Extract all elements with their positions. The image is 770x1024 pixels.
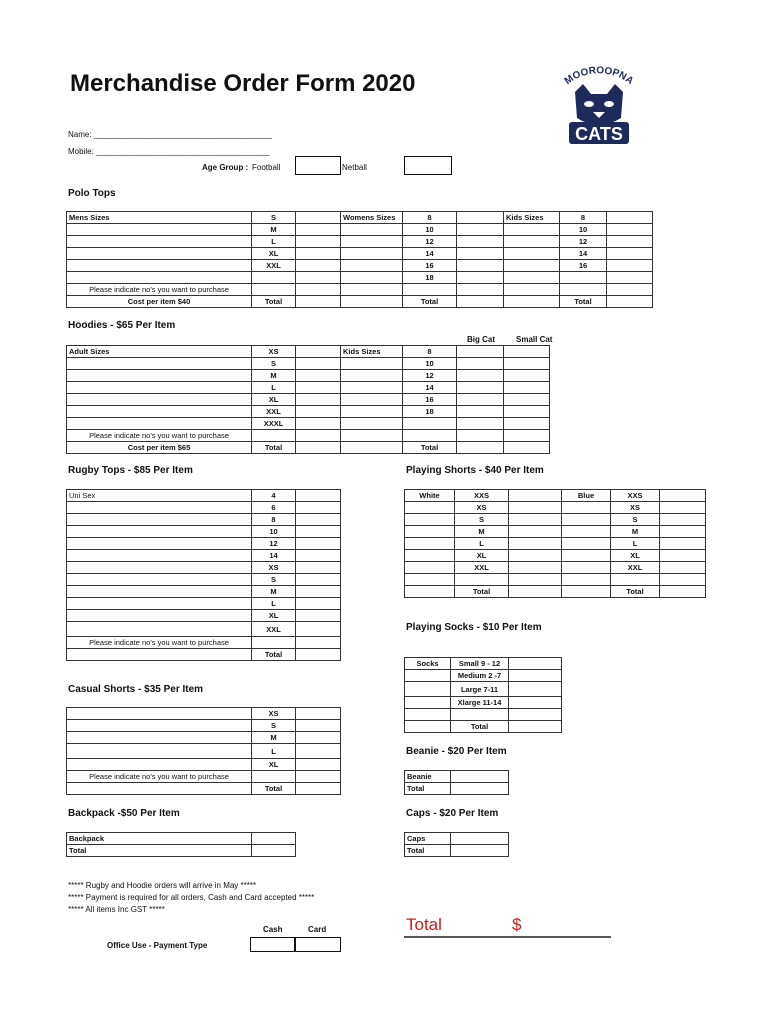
- office-use-label: Office Use - Payment Type: [107, 941, 208, 950]
- size-cell: S: [252, 574, 296, 586]
- table-row: [67, 622, 341, 637]
- size-cell: XL: [252, 394, 296, 406]
- size-cell: 12: [403, 370, 457, 382]
- table-row: [67, 720, 341, 732]
- hoodies-cost: Cost per item $65: [67, 442, 252, 454]
- size-cell: M: [252, 370, 296, 382]
- card-label: Card: [308, 925, 327, 934]
- table-row: [67, 574, 341, 586]
- cash-label: Cash: [263, 925, 283, 934]
- table-row: [405, 538, 706, 550]
- table-row: [67, 744, 341, 759]
- note-line: ***** Rugby and Hoodie orders will arrive in May *****: [68, 881, 257, 890]
- qty-cell[interactable]: [457, 272, 504, 284]
- qty-cell[interactable]: [607, 224, 653, 236]
- qty-cell[interactable]: [451, 833, 509, 845]
- table-row: [67, 394, 550, 406]
- playing-shorts-table: [404, 489, 706, 598]
- age-group-label: Age Group :: [202, 163, 249, 172]
- qty-cell[interactable]: [509, 538, 562, 550]
- size-cell: L: [455, 538, 509, 550]
- socks-heading: Playing Socks - $10 Per Item: [406, 622, 542, 633]
- rugby-heading: Rugby Tops - $85 Per Item: [68, 465, 193, 476]
- qty-cell[interactable]: [296, 260, 341, 272]
- playing-shorts-heading: Playing Shorts - $40 Per Item: [406, 465, 544, 476]
- qty-cell[interactable]: [296, 562, 341, 574]
- table-row: [405, 514, 706, 526]
- qty-cell[interactable]: [607, 212, 653, 224]
- small-cat-qty[interactable]: [504, 394, 550, 406]
- total-cell[interactable]: [504, 442, 550, 454]
- table-row: [67, 248, 653, 260]
- qty-cell[interactable]: [296, 406, 341, 418]
- qty-cell[interactable]: [296, 514, 341, 526]
- logo-text-top: MOOROOPNA: [562, 65, 636, 87]
- size-cell: 8: [560, 212, 607, 224]
- size-cell: 10: [560, 224, 607, 236]
- size-cell: M: [455, 526, 509, 538]
- table-row: [67, 382, 550, 394]
- white-label: White: [405, 490, 455, 502]
- qty-cell[interactable]: [252, 833, 296, 845]
- note-line: ***** All items Inc GST *****: [68, 905, 165, 914]
- size-cell: XXL: [611, 562, 660, 574]
- size-cell: 8: [403, 346, 457, 358]
- total-label: Total: [611, 586, 660, 598]
- socks-table: [404, 657, 562, 733]
- football-label: Football: [252, 163, 281, 172]
- qty-cell[interactable]: [296, 358, 341, 370]
- table-row: [405, 526, 706, 538]
- qty-cell[interactable]: [296, 720, 341, 732]
- size-cell: Medium 2 -7: [451, 670, 509, 682]
- qty-cell[interactable]: [296, 598, 341, 610]
- size-cell: S: [611, 514, 660, 526]
- qty-cell[interactable]: [607, 248, 653, 260]
- table-row: [405, 574, 706, 586]
- qty-cell[interactable]: [607, 260, 653, 272]
- size-cell: XL: [611, 550, 660, 562]
- table-row: [67, 732, 341, 744]
- total-cell[interactable]: [457, 296, 504, 308]
- grand-total-line[interactable]: [404, 936, 611, 938]
- size-cell: XXL: [252, 622, 296, 637]
- hoodies-heading: Hoodies - $65 Per Item: [68, 320, 176, 331]
- size-cell: Xlarge 11-14: [451, 697, 509, 709]
- size-cell: 10: [252, 526, 296, 538]
- qty-cell[interactable]: [296, 574, 341, 586]
- size-cell: L: [611, 538, 660, 550]
- rugby-note: Please indicate no's you want to purchase: [67, 637, 252, 649]
- size-cell: XXS: [455, 490, 509, 502]
- cash-checkbox[interactable]: [250, 937, 295, 952]
- qty-cell[interactable]: [509, 514, 562, 526]
- netball-checkbox[interactable]: [404, 156, 452, 175]
- table-row: [67, 442, 550, 454]
- qty-cell[interactable]: [509, 562, 562, 574]
- big-cat-qty[interactable]: [457, 406, 504, 418]
- table-row: [67, 212, 653, 224]
- size-cell: 14: [403, 382, 457, 394]
- size-cell: XS: [252, 346, 296, 358]
- caps-label: Caps: [405, 833, 451, 845]
- total-cell[interactable]: [451, 783, 509, 795]
- total-label: Total: [560, 296, 607, 308]
- rugby-unisex-label: Uni Sex: [67, 490, 252, 502]
- table-row: [67, 610, 341, 622]
- size-cell: M: [252, 732, 296, 744]
- qty-cell[interactable]: [296, 526, 341, 538]
- total-cell[interactable]: [509, 586, 562, 598]
- table-row: [67, 538, 341, 550]
- total-cell[interactable]: [296, 783, 341, 795]
- total-label: Total: [403, 442, 457, 454]
- card-checkbox[interactable]: [295, 937, 341, 952]
- size-cell: XXL: [252, 406, 296, 418]
- logo-text-bottom: CATS: [575, 124, 623, 144]
- total-label: Total: [405, 783, 451, 795]
- polo-heading: Polo Tops: [68, 188, 116, 199]
- total-label: Total: [455, 586, 509, 598]
- qty-cell[interactable]: [296, 538, 341, 550]
- casual-shorts-table: [66, 707, 341, 795]
- size-cell: XS: [252, 562, 296, 574]
- casual-shorts-heading: Casual Shorts - $35 Per Item: [68, 684, 204, 695]
- qty-cell[interactable]: [509, 550, 562, 562]
- table-row: [67, 272, 653, 284]
- total-cell[interactable]: [296, 296, 341, 308]
- table-row: [405, 550, 706, 562]
- total-cell[interactable]: [509, 721, 562, 733]
- size-cell: 16: [560, 260, 607, 272]
- size-cell: L: [252, 598, 296, 610]
- table-row: [405, 562, 706, 574]
- qty-cell[interactable]: [296, 370, 341, 382]
- backpack-heading: Backpack -$50 Per Item: [68, 808, 180, 819]
- table-row: [67, 406, 550, 418]
- big-cat-qty[interactable]: [457, 382, 504, 394]
- qty-cell[interactable]: [607, 236, 653, 248]
- table-row: [67, 845, 296, 857]
- netball-label: Netball: [342, 163, 367, 172]
- beanie-label: Beanie: [405, 771, 451, 783]
- table-row: [67, 514, 341, 526]
- qty-cell[interactable]: [660, 490, 706, 502]
- size-cell: XXL: [455, 562, 509, 574]
- big-cat-qty[interactable]: [457, 358, 504, 370]
- size-cell: 10: [403, 358, 457, 370]
- socks-label: Socks: [405, 658, 451, 670]
- size-cell: L: [252, 744, 296, 759]
- qty-cell[interactable]: [457, 224, 504, 236]
- qty-cell[interactable]: [296, 346, 341, 358]
- big-cat-qty[interactable]: [457, 370, 504, 382]
- total-label: Total: [252, 442, 296, 454]
- table-row: [67, 708, 341, 720]
- hoodies-table: [66, 345, 550, 454]
- polo-womens-header: Womens Sizes: [341, 212, 403, 224]
- table-row: [67, 598, 341, 610]
- qty-cell[interactable]: [296, 490, 341, 502]
- table-row: [67, 260, 653, 272]
- total-label: Total: [252, 783, 296, 795]
- total-cell[interactable]: [451, 845, 509, 857]
- table-row: [67, 430, 550, 442]
- caps-heading: Caps - $20 Per Item: [406, 808, 499, 819]
- qty-cell[interactable]: [509, 697, 562, 709]
- small-cat-label: Small Cat: [516, 335, 553, 344]
- table-row: [405, 502, 706, 514]
- small-cat-qty[interactable]: [504, 370, 550, 382]
- total-cell[interactable]: [457, 442, 504, 454]
- qty-cell[interactable]: [509, 658, 562, 670]
- size-cell: 18: [403, 406, 457, 418]
- qty-cell[interactable]: [296, 550, 341, 562]
- size-cell: 12: [403, 236, 457, 248]
- qty-cell[interactable]: [660, 526, 706, 538]
- table-row: [67, 236, 653, 248]
- beanie-table: [404, 770, 509, 795]
- size-cell: S: [252, 720, 296, 732]
- size-cell: 12: [560, 236, 607, 248]
- casual-shorts-note: Please indicate no's you want to purchase: [67, 771, 252, 783]
- qty-cell[interactable]: [509, 526, 562, 538]
- page-title: Merchandise Order Form 2020: [70, 70, 416, 97]
- total-label: Total: [252, 296, 296, 308]
- qty-cell[interactable]: [296, 418, 341, 430]
- size-cell: 16: [403, 394, 457, 406]
- size-cell: Large 7-11: [451, 682, 509, 697]
- table-row: [405, 721, 562, 733]
- size-cell: 18: [403, 272, 457, 284]
- size-cell: XL: [252, 759, 296, 771]
- note-line: ***** Payment is required for all orders, Cash and Card accepted *****: [68, 893, 315, 902]
- size-cell: XL: [455, 550, 509, 562]
- big-cat-label: Big Cat: [467, 335, 495, 344]
- hoodies-kids-header: Kids Sizes: [341, 346, 403, 358]
- total-label: Total: [252, 649, 296, 661]
- size-cell: XS: [252, 708, 296, 720]
- qty-cell[interactable]: [660, 538, 706, 550]
- qty-cell[interactable]: [296, 586, 341, 598]
- qty-cell[interactable]: [296, 610, 341, 622]
- qty-cell[interactable]: [509, 682, 562, 697]
- size-cell: XS: [611, 502, 660, 514]
- polo-note: Please indicate no's you want to purchase: [67, 284, 252, 296]
- table-row: [67, 759, 341, 771]
- table-row: [67, 346, 550, 358]
- qty-cell[interactable]: [509, 670, 562, 682]
- size-cell: 14: [403, 248, 457, 260]
- table-row: [405, 771, 509, 783]
- qty-cell[interactable]: [296, 502, 341, 514]
- qty-cell[interactable]: [451, 771, 509, 783]
- qty-cell[interactable]: [457, 248, 504, 260]
- qty-cell[interactable]: [296, 708, 341, 720]
- total-cell[interactable]: [296, 649, 341, 661]
- size-cell: XXL: [252, 260, 296, 272]
- table-row: [67, 224, 653, 236]
- total-cell[interactable]: [252, 845, 296, 857]
- qty-cell[interactable]: [509, 490, 562, 502]
- total-label: Total: [451, 721, 509, 733]
- size-cell: S: [252, 212, 296, 224]
- size-cell: S: [455, 514, 509, 526]
- name-field[interactable]: Name: ________________________________________: [68, 130, 272, 139]
- qty-cell[interactable]: [296, 744, 341, 759]
- qty-cell[interactable]: [296, 212, 341, 224]
- table-row: [405, 670, 562, 682]
- backpack-table: [66, 832, 296, 857]
- qty-cell[interactable]: [296, 236, 341, 248]
- table-row: [405, 709, 562, 721]
- table-row: [67, 526, 341, 538]
- table-row: [67, 562, 341, 574]
- table-row: [67, 358, 550, 370]
- qty-cell[interactable]: [660, 502, 706, 514]
- mobile-field[interactable]: Mobile: _______________________________________: [68, 147, 270, 156]
- total-label: Total: [405, 845, 451, 857]
- small-cat-qty[interactable]: [504, 406, 550, 418]
- table-row: [405, 783, 509, 795]
- table-row: [67, 296, 653, 308]
- total-cell[interactable]: [296, 442, 341, 454]
- size-cell: M: [252, 586, 296, 598]
- grand-total-currency: $: [512, 915, 522, 934]
- club-logo: [553, 62, 645, 148]
- hoodies-adult-header: Adult Sizes: [67, 346, 252, 358]
- table-row: [67, 370, 550, 382]
- qty-cell[interactable]: [660, 550, 706, 562]
- qty-cell[interactable]: [660, 562, 706, 574]
- table-row: [67, 783, 341, 795]
- qty-cell[interactable]: [457, 260, 504, 272]
- qty-cell[interactable]: [296, 248, 341, 260]
- size-cell: M: [252, 224, 296, 236]
- table-row: [67, 586, 341, 598]
- qty-cell[interactable]: [296, 759, 341, 771]
- table-row: [67, 771, 341, 783]
- polo-mens-header: Mens Sizes: [67, 212, 252, 224]
- caps-table: [404, 832, 509, 857]
- big-cat-qty[interactable]: [457, 394, 504, 406]
- qty-cell[interactable]: [457, 212, 504, 224]
- table-row: [67, 418, 550, 430]
- size-cell: XXS: [611, 490, 660, 502]
- qty-cell[interactable]: [296, 622, 341, 637]
- size-cell: 4: [252, 490, 296, 502]
- size-cell: S: [252, 358, 296, 370]
- small-cat-qty[interactable]: [504, 346, 550, 358]
- qty-cell[interactable]: [509, 502, 562, 514]
- qty-cell[interactable]: [296, 224, 341, 236]
- hoodies-note: Please indicate no's you want to purchase: [67, 430, 252, 442]
- blue-label: Blue: [562, 490, 611, 502]
- table-row: [67, 490, 341, 502]
- table-row: [405, 586, 706, 598]
- size-cell: XL: [252, 610, 296, 622]
- big-cat-qty[interactable]: [457, 346, 504, 358]
- table-row: [405, 697, 562, 709]
- qty-cell[interactable]: [660, 514, 706, 526]
- size-cell: 6: [252, 502, 296, 514]
- size-cell: 12: [252, 538, 296, 550]
- polo-cost: Cost per item $40: [67, 296, 252, 308]
- table-row: [405, 845, 509, 857]
- size-cell: 8: [403, 212, 457, 224]
- total-cell[interactable]: [660, 586, 706, 598]
- size-cell: 14: [252, 550, 296, 562]
- table-row: [67, 550, 341, 562]
- rugby-table: [66, 489, 341, 661]
- size-cell: 14: [560, 248, 607, 260]
- size-cell: Small 9 - 12: [451, 658, 509, 670]
- small-cat-qty[interactable]: [504, 382, 550, 394]
- total-label: Total: [403, 296, 457, 308]
- small-cat-qty[interactable]: [504, 358, 550, 370]
- table-row: [405, 658, 562, 670]
- polo-kids-header: Kids Sizes: [504, 212, 560, 224]
- size-cell: XL: [252, 248, 296, 260]
- table-row: [67, 284, 653, 296]
- table-row: [67, 637, 341, 649]
- qty-cell[interactable]: [457, 236, 504, 248]
- size-cell: 10: [403, 224, 457, 236]
- size-cell: L: [252, 382, 296, 394]
- football-checkbox[interactable]: [295, 156, 341, 175]
- table-row: [405, 490, 706, 502]
- table-row: [405, 833, 509, 845]
- total-cell[interactable]: [607, 296, 653, 308]
- size-cell: M: [611, 526, 660, 538]
- qty-cell[interactable]: [296, 394, 341, 406]
- size-cell: XXXL: [252, 418, 296, 430]
- polo-table: [66, 211, 653, 308]
- table-row: [67, 833, 296, 845]
- backpack-label: Backpack: [67, 833, 252, 845]
- size-cell: 16: [403, 260, 457, 272]
- qty-cell[interactable]: [296, 382, 341, 394]
- size-cell: XS: [455, 502, 509, 514]
- grand-total-label: Total: [406, 915, 442, 934]
- table-row: [405, 682, 562, 697]
- total-label: Total: [67, 845, 252, 857]
- size-cell: 8: [252, 514, 296, 526]
- size-cell: L: [252, 236, 296, 248]
- beanie-heading: Beanie - $20 Per Item: [406, 746, 507, 757]
- table-row: [67, 502, 341, 514]
- qty-cell[interactable]: [296, 732, 341, 744]
- table-row: [67, 649, 341, 661]
